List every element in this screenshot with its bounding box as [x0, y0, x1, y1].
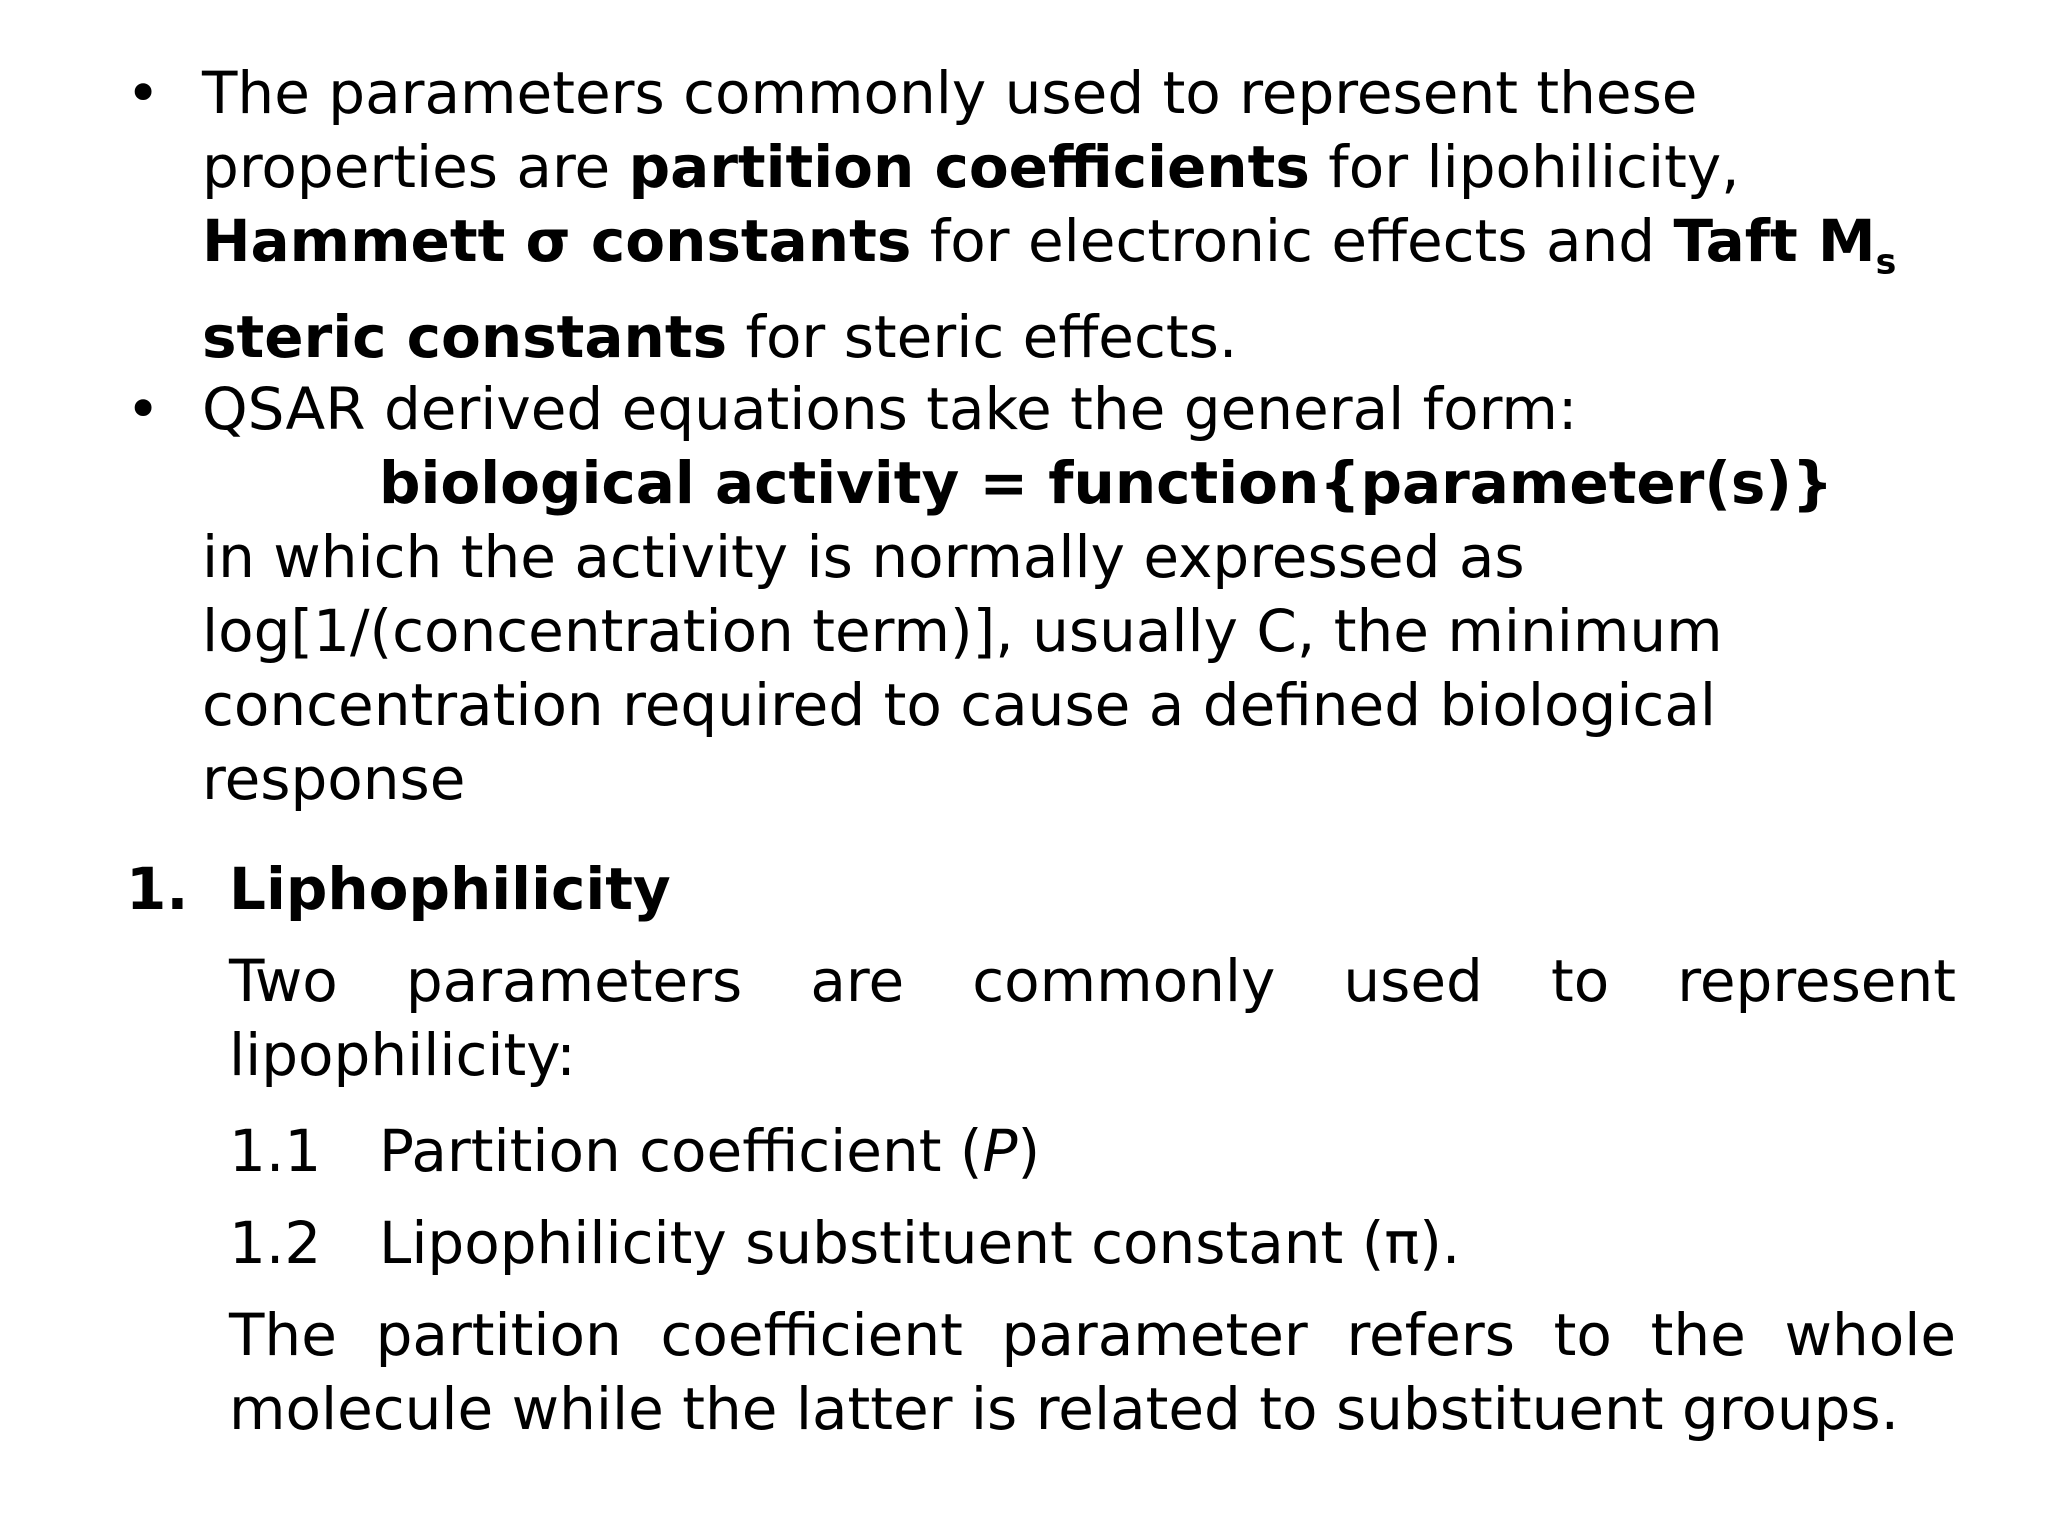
bullet-marker: • — [126, 375, 161, 443]
term-partition-coefficients: partition coefficients — [628, 133, 1310, 201]
symbol-p: P — [982, 1117, 1018, 1185]
bullet-text — [202, 372, 1956, 816]
term-hammett-constants: Hammett σ constants — [202, 207, 912, 275]
qsar-explanation: in which the activity is normally expressed as log[1/(concentration term)], usually C, the minimum concentration required to cause a defined biological response — [202, 523, 1723, 813]
sub-item-number: 1.1 — [229, 1117, 322, 1185]
section-closing: The partition coefficient parameter refers to the whole molecule while the latter is related to substituent groups. — [229, 1301, 1956, 1443]
section-intro: Two parameters are commonly used to represent lipophilicity: — [229, 947, 1956, 1089]
sub-item-label: Partition coefficient ( — [379, 1117, 983, 1185]
qsar-equation: biological activity = function{parameter(s)} — [379, 449, 1834, 517]
qsar-intro: QSAR derived equations take the general form: — [202, 375, 1578, 443]
bullet-marker: • — [126, 59, 161, 127]
section-number: 1. — [126, 855, 189, 923]
sub-item-substituent-constant — [229, 1206, 1956, 1280]
sub-item-number: 1.2 — [229, 1209, 322, 1277]
section-heading: Liphophilicity — [229, 855, 671, 923]
term-taft-constants: Taft $M_s$ steric constants — [202, 207, 1897, 371]
bullet-text: The parameters commonly used to represent these properties are partition coefficients for lipohilicity, Hammett σ constants for electronic effects and Taft $M_s$ steric constants for steric effects. — [202, 59, 1897, 371]
sub-item-label: Lipophilicity substituent constant (π). — [379, 1209, 1461, 1277]
sub-item-partition-coefficient: 1.1 Partition coefficient (P) — [229, 1114, 1956, 1188]
